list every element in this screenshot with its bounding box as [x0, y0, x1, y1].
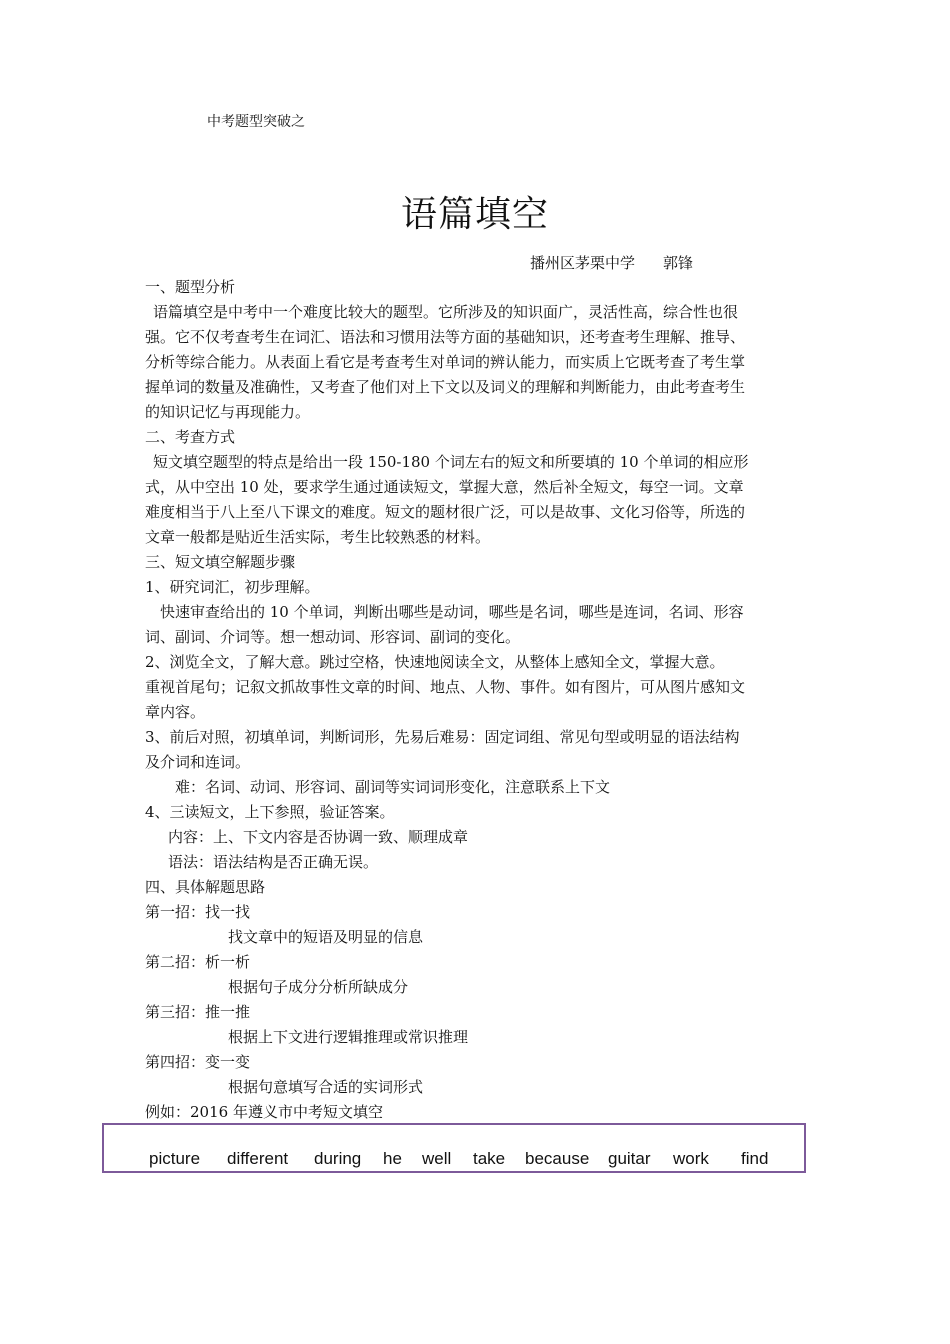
- paragraph-line: 语篇填空是中考中一个难度比较大的题型。它所涉及的知识面广，灵活性高，综合性也很: [153, 303, 739, 321]
- section-heading: 四、具体解题思路: [145, 878, 266, 896]
- section-heading: 一、题型分析: [145, 278, 236, 296]
- example-heading: 例如：2016 年遵义市中考短文填空: [145, 1103, 383, 1121]
- paragraph-line: 难：名词、动词、形容词、副词等实词词形变化，注意联系上下文: [175, 778, 611, 796]
- word-bank-item: picture: [149, 1149, 201, 1168]
- section-heading: 二、考查方式: [145, 428, 236, 446]
- word-bank-item: because: [525, 1149, 590, 1168]
- tip-heading: 第三招：推一推: [145, 1003, 251, 1021]
- tip-heading: 第四招：变一变: [145, 1053, 251, 1071]
- author-name: 郭锋: [663, 254, 694, 272]
- section-heading: 三、短文填空解题步骤: [145, 553, 296, 571]
- paragraph-line: 快速审查给出的 10 个单词，判断出哪些是动词，哪些是名词，哪些是连词，名词、形容: [160, 603, 744, 621]
- step-heading: 2、浏览全文，了解大意。跳过空格，快速地阅读全文，从整体上感知全文，掌握大意。: [145, 653, 725, 671]
- word-bank-item: well: [422, 1149, 452, 1168]
- paragraph-line: 分析等综合能力。从表面上看它是考查考生对单词的辨认能力，而实质上它既考查了考生掌: [145, 353, 746, 371]
- tip-detail: 根据上下文进行逻辑推理或常识推理: [228, 1028, 469, 1046]
- paragraph-line: 词、副词、介词等。想一想动词、形容词、副词的变化。: [145, 628, 521, 646]
- word-bank-box: [102, 1123, 806, 1173]
- step-heading: 3、前后对照，初填单词，判断词形，先易后难易：固定词组、常见句型或明显的语法结构: [145, 728, 740, 746]
- paragraph-line: 强。它不仅考查考生在词汇、语法和习惯用法等方面的基础知识，还考查考生理解、推导、: [145, 328, 746, 346]
- word-bank-item: work: [673, 1149, 709, 1168]
- tip-heading: 第二招：析一析: [145, 953, 251, 971]
- paragraph-line: 内容：上、下文内容是否协调一致、顺理成章: [168, 828, 469, 846]
- step-heading: 1、研究词汇，初步理解。: [145, 578, 320, 596]
- school-name: 播州区茅栗中学: [530, 254, 636, 272]
- paragraph-line: 握单词的数量及准确性，又考查了他们对上下文以及词义的理解和判断能力，由此考查考生: [145, 378, 746, 396]
- paragraph-line: 重视首尾句；记叙文抓故事性文章的时间、地点、人物、事件。如有图片，可从图片感知文: [145, 678, 746, 696]
- paragraph-line: 短文填空题型的特点是给出一段 150-180 个词左右的短文和所要填的 10 个单词的相应形: [153, 453, 749, 471]
- word-bank-item: guitar: [608, 1149, 651, 1168]
- word-bank-item: find: [741, 1149, 769, 1168]
- word-bank-item: he: [383, 1149, 402, 1168]
- paragraph-line: 难度相当于八上至八下课文的难度。短文的题材很广泛，可以是故事、文化习俗等，所选的: [145, 503, 746, 521]
- author-line: [530, 252, 693, 273]
- step-heading: 4、三读短文，上下参照，验证答案。: [145, 803, 395, 821]
- paragraph-line: 章内容。: [145, 703, 206, 721]
- page-title: 语篇填空: [400, 194, 549, 235]
- paragraph-line: 式，从中空出 10 处，要求学生通过通读短文，掌握大意，然后补全短文，每空一词。文章: [145, 478, 744, 496]
- word-bank-item: different: [227, 1149, 289, 1168]
- tip-detail: 根据句意填写合适的实词形式: [228, 1078, 424, 1096]
- paragraph-line: 及介词和连词。: [145, 753, 251, 771]
- tip-heading: 第一招：找一找: [145, 903, 251, 921]
- tip-detail: 找文章中的短语及明显的信息: [228, 928, 424, 946]
- paragraph-line: 语法：语法结构是否正确无误。: [168, 853, 379, 871]
- word-bank-item: during: [314, 1149, 362, 1168]
- pre-title: 中考题型突破之: [207, 114, 305, 130]
- tip-detail: 根据句子成分分析所缺成分: [228, 978, 409, 996]
- word-bank-item: take: [473, 1149, 506, 1168]
- document-body: [145, 275, 815, 1125]
- paragraph-line: 的知识记忆与再现能力。: [145, 403, 311, 421]
- paragraph-line: 文章一般都是贴近生活实际，考生比较熟悉的材料。: [145, 528, 491, 546]
